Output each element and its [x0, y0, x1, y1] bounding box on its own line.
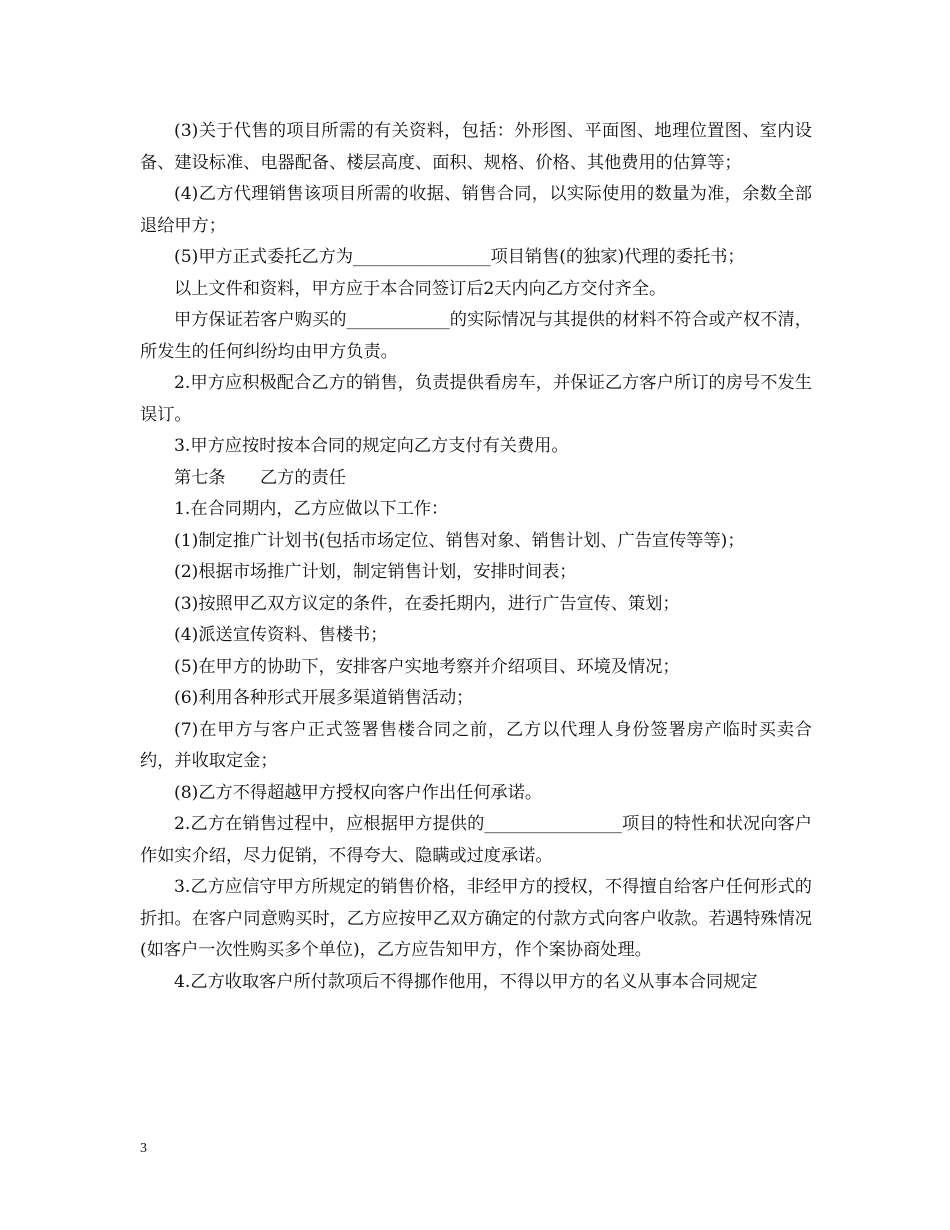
paragraph: (5)甲方正式委托乙方为________________项目销售(的独家)代理的委托书； — [174, 247, 745, 267]
list-item: (5)在甲方的协助下，安排客户实地考察并介绍项目、环境及情况； — [174, 656, 680, 677]
paragraph: (4)乙方代理销售该项目所需的收据、销售合同，以实际使用的数量为准，余数全部退给甲方； — [140, 184, 812, 236]
paragraph: 2.甲方应积极配合乙方的销售，负责提供看房车，并保证乙方客户所订的房号不发生误订。 — [140, 373, 812, 425]
paragraph: 4.乙方收取客户所付款项后不得挪作他用，不得以甲方的名义从事本合同规定 — [174, 971, 758, 992]
paragraph: 1.在合同期内，乙方应做以下工作： — [174, 499, 449, 519]
document-body — [140, 116, 812, 998]
list-item: (4)派送宣传资料、售楼书； — [174, 625, 388, 645]
paragraph: 以上文件和资料，甲方应于本合同签订后2天内向乙方交付齐全。 — [174, 278, 667, 299]
page-number: 3 — [140, 1141, 147, 1156]
paragraph: 3.乙方应信守甲方所规定的销售价格，非经甲方的授权，不得擅自给客户任何形式的折扣。在客户同意购买时，乙方应按甲乙双方确定的付款方式向客户收款。若遇特殊情况(如客户一次性购买多个单位)，乙方应告知甲方，作个案协商处理。 — [140, 877, 812, 960]
paragraph: 2.乙方在销售过程中，应根据甲方提供的________________项目的特性和状况向客户作如实介绍，尽力促销，不得夸大、隐瞒或过度承诺。 — [140, 814, 812, 866]
paragraph: (3)关于代售的项目所需的有关资料，包括：外形图、平面图、地理位置图、室内设备、建设标准、电器配备、楼层高度、面积、规格、价格、其他费用的估算等； — [140, 121, 812, 173]
section-heading: 第七条 乙方的责任 — [174, 467, 346, 488]
paragraph: 3.甲方应按时按本合同的规定向乙方支付有关费用。 — [174, 436, 569, 456]
list-item: (1)制定推广计划书(包括市场定位、销售对象、销售计划、广告宣传等等)； — [174, 530, 745, 551]
list-item: (7)在甲方与客户正式签署售楼合同之前，乙方以代理人身份签署房产临时买卖合约，并收取定金； — [140, 719, 812, 771]
list-item: (6)利用各种形式开展多渠道销售活动； — [174, 688, 474, 708]
list-item: (3)按照甲乙双方议定的条件，在委托期内，进行广告宣传、策划； — [174, 593, 680, 614]
paragraph: 甲方保证若客户购买的____________的实际情况与其提供的材料不符合或产权不清，所发生的任何纠纷均由甲方负责。 — [140, 310, 812, 362]
list-item: (2)根据市场推广计划，制定销售计划，安排时间表； — [174, 562, 577, 582]
list-item: (8)乙方不得超越甲方授权向客户作出任何承诺。 — [174, 782, 543, 803]
